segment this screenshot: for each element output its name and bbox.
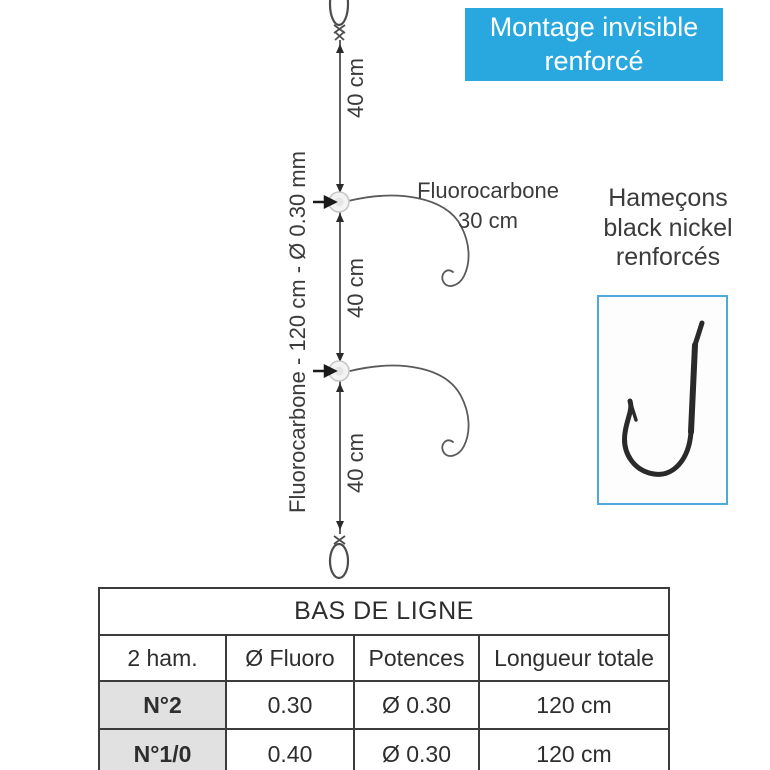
table-cell: 120 cm (478, 680, 668, 728)
arrowhead-up-icon (336, 44, 344, 53)
banner-line-1: Montage invisible (489, 11, 699, 42)
hooks-note-line-3: renforcés (615, 243, 721, 271)
segment-label-2: 40 cm (343, 258, 368, 318)
table-cell: Ø 0.30 (353, 728, 478, 770)
hook-photo-box (597, 295, 728, 505)
table-cell: 120 cm (478, 728, 668, 770)
column-header-hooks: 2 ham. (100, 634, 225, 680)
top-knot-twist-icon (334, 25, 345, 40)
segment-label-3: 40 cm (343, 433, 368, 493)
hooks-note-line-2: black nickel (603, 213, 733, 242)
bottom-loop-icon (330, 544, 348, 578)
main-line-label: Fluorocarbone - 120 cm - Ø 0.30 mm (285, 151, 310, 513)
table-title: BAS DE LIGNE (100, 589, 668, 634)
column-header-potences: Potences (353, 634, 478, 680)
hook-icon (599, 297, 726, 503)
arrowhead-up-icon (336, 383, 344, 392)
dropper-label-line-2: 30 cm (458, 207, 518, 233)
banner (465, 8, 723, 81)
table-cell-size-1: N°2 (100, 680, 225, 728)
table-cell-size-2: N°1/0 (100, 728, 225, 770)
hooks-note-line-1: Hameçons (608, 184, 728, 212)
table-cell: 0.30 (225, 680, 353, 728)
bottom-knot-twist-icon (334, 536, 345, 544)
spec-table (98, 587, 670, 770)
dropper-label-line-1: Fluorocarbone (417, 178, 559, 203)
hooks-note (583, 184, 753, 273)
table-cell: 0.40 (225, 728, 353, 770)
table-cell: Ø 0.30 (353, 680, 478, 728)
segment-label-1: 40 cm (343, 58, 368, 118)
top-loop-icon (330, 0, 348, 25)
dropper-label (408, 176, 568, 235)
banner-line-2: renforcé (544, 45, 644, 76)
column-header-fluoro: Ø Fluoro (225, 634, 353, 680)
arrowhead-down-icon (336, 521, 344, 530)
arrowhead-up-icon (336, 213, 344, 222)
column-header-longueur: Longueur totale (478, 634, 668, 680)
